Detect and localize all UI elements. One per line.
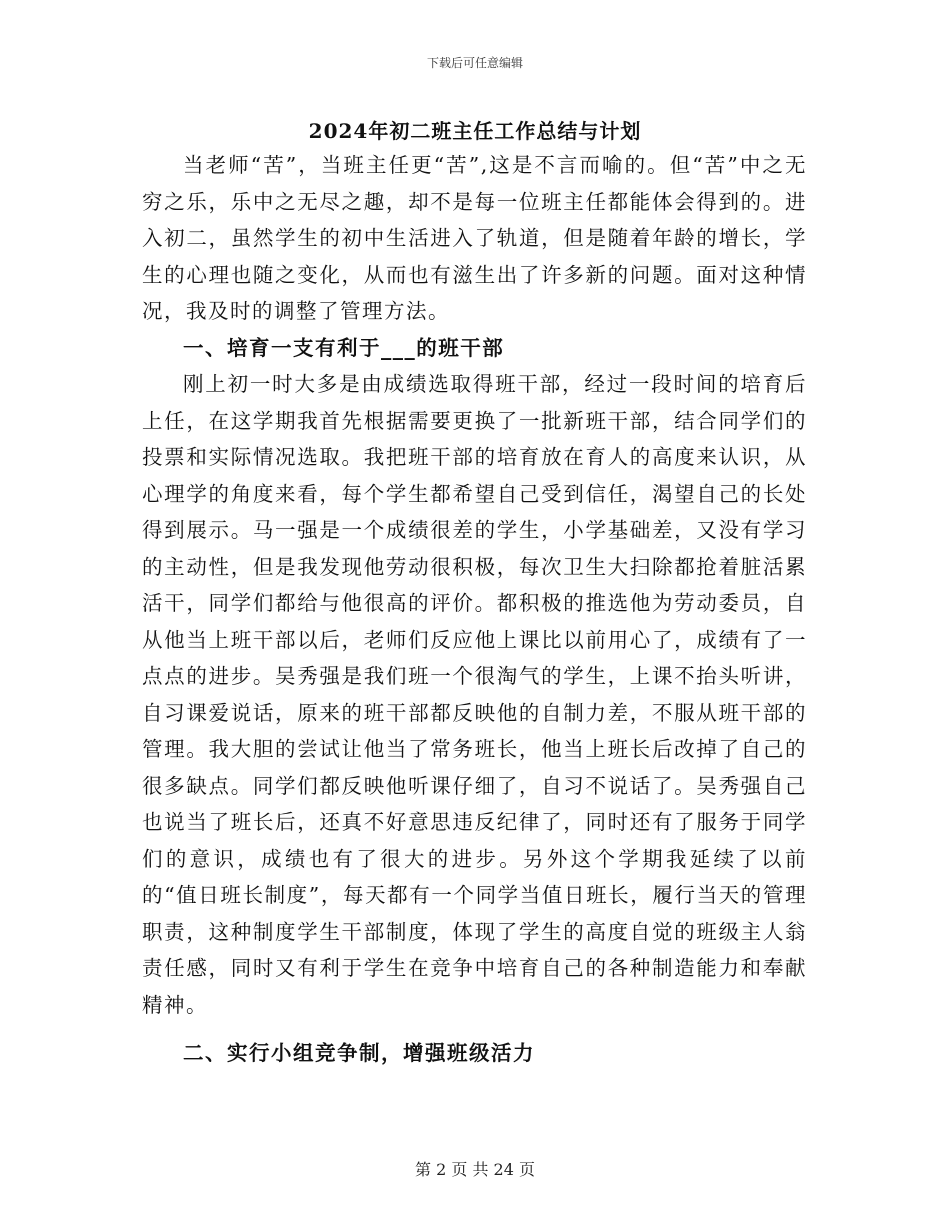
section-1-heading: 一、培育一支有利于___的班干部 xyxy=(183,335,505,360)
section-2-heading: 二、实行小组竞争制，增强班级活力 xyxy=(183,1041,535,1065)
document-title: 2024年初二班主任工作总结与计划 xyxy=(308,119,642,143)
header-note: 下载后可任意编辑 xyxy=(426,56,523,70)
page-footer: 第 2 页 共 24 页 xyxy=(415,1160,535,1179)
section-1-paragraph: 刚上初一时大多是由成绩选取得班干部，经过一段时间的培育后上任，在这学期我首先根据需要更换了一批新班干部，结合同学们的投票和实际情况选取。我把班干部的培育放在育人的高度来认识，从心理学的角度来看，每个学生都希望自己受到信任，渴望自己的长处得到展示。马一强是一个成绩很差的学生，小学基础差，又没有学习的主动性，但是我发现他劳动很积极，每次卫生大扫除都抢着脏活累活干，同学们都给与他很高的评价。都积极的推选他为劳动委员，自从他当上班干部以后，老师们反应他上课比以前用心了，成绩有了一点点的进步。吴秀强是我们班一个很淘气的学生，上课不抬头听讲，自习课爱说话，原来的班干部都反映他的自制力差，不服从班干部的管理。我大胆的尝试让他当了常务班长，他当上班长后改掉了自己的很多缺点。同学们都反映他听课仔细了，自习不说话了。吴秀强自己也说当了班长后，还真不好意思违反纪律了，同时还有了服务于同学们的意识，成绩也有了很大的进步。另外这个学期我延续了以前的“值日班长制度”，每天都有一个同学当值日班长，履行当天的管理职责，这种制度学生干部制度，体现了学生的高度自觉的班级主人翁责任感，同时又有利于学生在竞争中培育自己的各种制造能力和奉献精神。 xyxy=(142,372,807,1017)
document-body xyxy=(142,147,807,1072)
intro-paragraph: 当老师“苦”，当班主任更“苦”,这是不言而喻的。但“苦”中之无穷之乐，乐中之无尽之趣，却不是每一位班主任都能体会得到的。进入初二，虽然学生的初中生活进入了轨道，但是随着年龄的增长，学生的心理也随之变化，从而也有滋生出了许多新的问题。面对这种情况，我及时的调整了管理方法。 xyxy=(142,153,807,323)
